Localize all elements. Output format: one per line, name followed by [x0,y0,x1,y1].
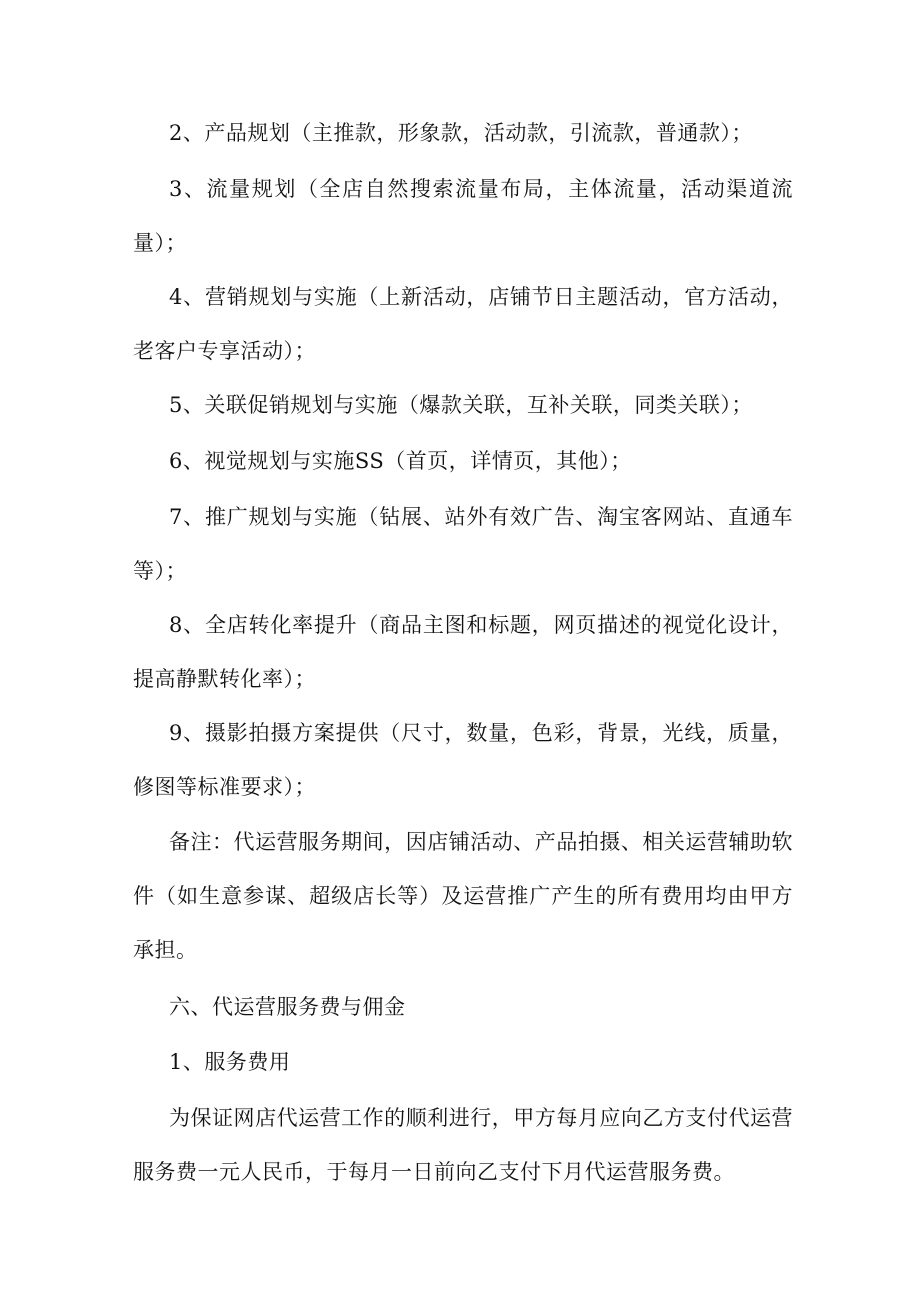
subheading-service-fee: 1、服务费用 [169,1050,291,1074]
item-7-promotion-planning: 7、推广规划与实施（钻展、站外有效广告、淘宝客网站、直通车等）； [133,505,793,583]
item-2-product-planning: 2、产品规划（主推款，形象款，活动款，引流款，普通款）； [169,121,753,145]
section-heading-service-fee: 六、代运营服务费与佣金 [169,995,406,1019]
item-3-traffic-planning: 3、流量规划（全店自然搜索流量布局，主体流量，活动渠道流量）； [133,177,793,255]
item-8-conversion-rate: 8、全店转化率提升（商品主图和标题，网页描述的视觉化设计，提高静默转化率）； [133,613,793,691]
remark-paragraph: 备注：代运营服务期间，因店铺活动、产品拍摄、相关运营辅助软件（如生意参谋、超级店长等）及运营推广产生的所有费用均由甲方承担。 [133,830,793,962]
service-fee-paragraph: 为保证网店代运营工作的顺利进行，甲方每月应向乙方支付代运营服务费一元人民币，于每月一日前向乙支付下月代运营服务费。 [133,1106,793,1184]
item-4-marketing-planning: 4、营销规划与实施（上新活动，店铺节日主题活动，官方活动，老客户专享活动）； [133,285,793,363]
item-5-related-promotion: 5、关联促销规划与实施（爆款关联，互补关联，同类关联）； [169,393,753,417]
item-6-visual-planning: 6、视觉规划与实施SS（首页，详情页，其他）； [169,449,632,473]
item-9-photography-plan: 9、摄影拍摄方案提供（尺寸，数量，色彩，背景，光线，质量，修图等标准要求）； [133,721,793,799]
